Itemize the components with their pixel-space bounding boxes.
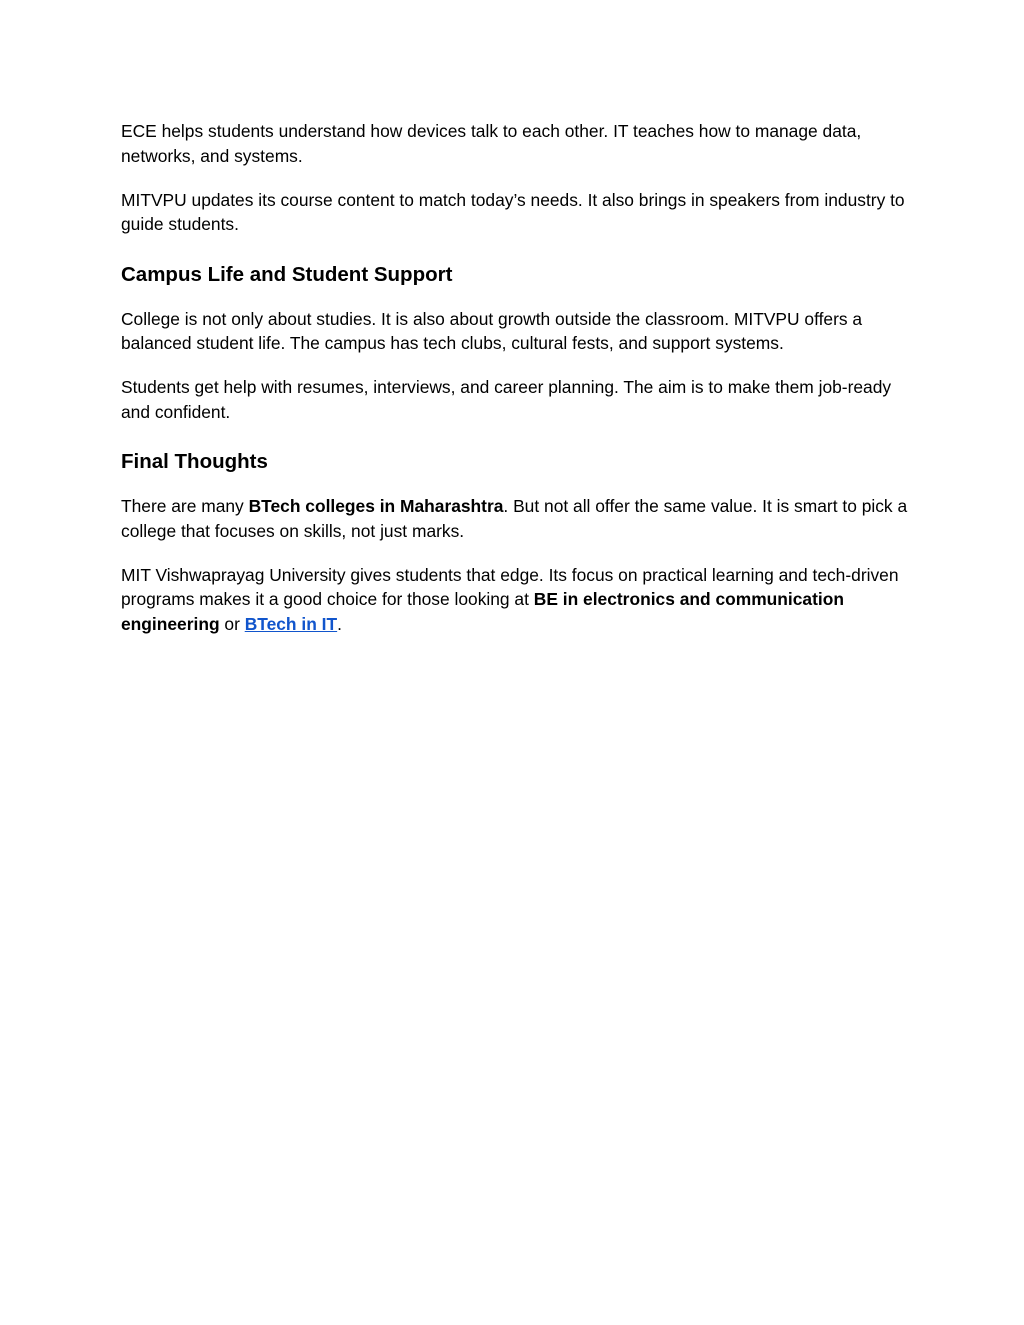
paragraph-ece-it: ECE helps students understand how devices talk to each other. IT teaches how to manage data, networks, and systems. xyxy=(121,121,862,166)
bold-btech-colleges: BTech colleges in Maharashtra xyxy=(248,496,504,516)
paragraph-btech-colleges xyxy=(121,494,911,543)
bold-be-ece: BE in electronics and communication engineering xyxy=(121,589,844,634)
text-segment: . xyxy=(337,613,342,634)
document-page xyxy=(121,119,911,636)
text-segment: MIT Vishwaprayag University gives students that edge. Its focus on practical learning and tech-driven programs makes it a good choice for those looking at xyxy=(121,564,899,609)
paragraph-course-content: MITVPU updates its course content to match today’s needs. It also brings in speakers from industry to guide students. xyxy=(121,189,905,234)
paragraph-campus-life: College is not only about studies. It is also about growth outside the classroom. MITVPU offers a balanced student life. The campus has tech clubs, cultural fests, and support systems. xyxy=(121,308,863,353)
heading-final-thoughts: Final Thoughts xyxy=(121,450,268,473)
paragraph-mit-edge xyxy=(121,563,911,637)
text-segment: There are many xyxy=(121,496,249,516)
heading-campus-life: Campus Life and Student Support xyxy=(121,262,453,286)
btech-in-it-link[interactable]: BTech in IT xyxy=(244,613,338,634)
text-segment: . But not all offer the same value. It is smart to pick a college that focuses on skills, not just marks. xyxy=(121,496,908,541)
paragraph-student-help: Students get help with resumes, interviews, and career planning. The aim is to make them job-ready and confident. xyxy=(121,377,892,422)
text-segment: or xyxy=(219,613,245,634)
